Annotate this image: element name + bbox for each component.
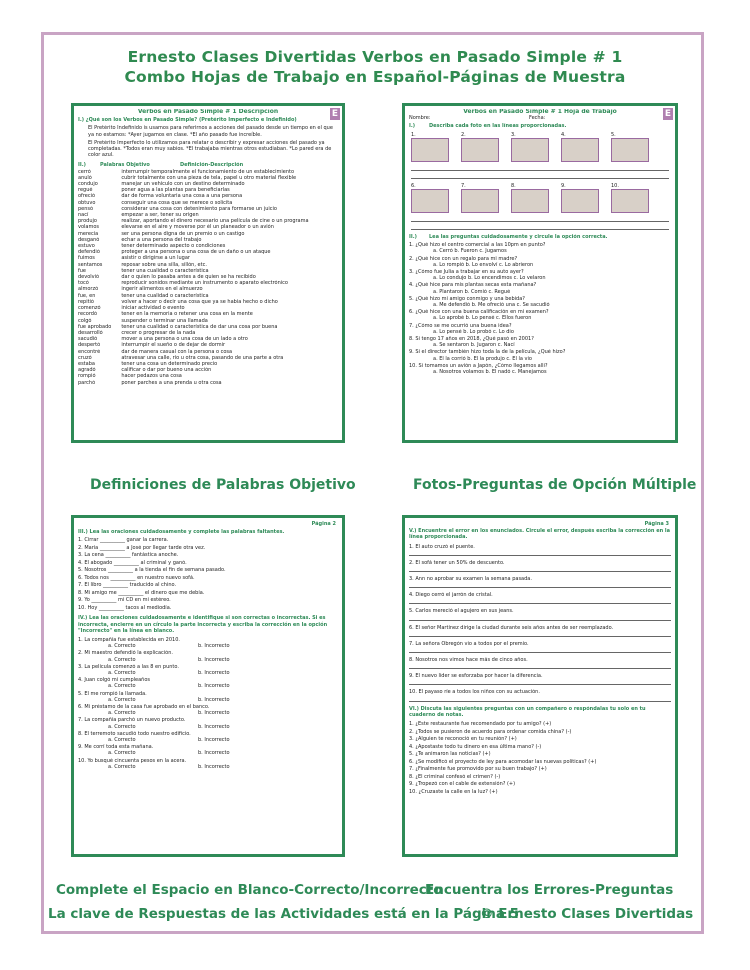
question: 10. Si tomamos un avión a Japón, ¿Cómo llegamos allí? <box>409 362 548 369</box>
photo-image <box>511 189 549 213</box>
photo-number: 1. <box>411 131 416 138</box>
definition: proteger a una persona o una cosa de un daño o un ataque <box>121 249 271 256</box>
options-row <box>78 683 338 689</box>
date-label: Fecha: <box>529 115 546 122</box>
definition: realizar, aportando el dinero necesario una película de cine o un programa <box>121 218 309 225</box>
answer-lines <box>411 217 669 230</box>
section-heading: I.) ¿Qué son los Verbos en Pasado Simple? (Pretérito Imperfecto e Indefinido) <box>78 117 297 124</box>
answer-line <box>409 631 671 637</box>
sheet-title: Verbos en Pasado Simple # 1 Descripción <box>137 109 279 115</box>
definition: interrumpir el sueño o de dejar de dormir <box>121 342 226 349</box>
target-word: estaba <box>78 360 95 367</box>
target-word: merecía <box>78 230 99 237</box>
page-number: Página 3 <box>644 521 669 527</box>
definition: atravesar una calle, río u otra cosa, pasando de una parte a otra <box>121 354 284 361</box>
photo-number: 2. <box>461 131 466 138</box>
fill-item: 4. El abogado __________ al criminal y ganó. <box>78 559 187 566</box>
question: 1. ¿Qué hizo el centro comercial a las 10pm en punto? <box>409 242 546 249</box>
photo-image <box>561 189 599 213</box>
target-word: fue <box>78 267 87 274</box>
answer-options: a. Lo aprobé b. Lo pensé c. Ellos fueron <box>433 315 532 322</box>
caption-fotos: Fotos-Preguntas de Opción Múltiple <box>413 477 697 493</box>
section-heading: III.) Lea las oraciones cuidadosamente y complete las palabras faltantes. <box>78 529 285 536</box>
definition: poner parches a una prenda u otra cosa <box>121 379 222 386</box>
definition: elevarse en el aire y moverse por él un planeador o un avión <box>121 224 274 231</box>
definition: volver a hacer o decir una cosa que ya se había hecho o dicho <box>121 298 278 305</box>
photo-cell <box>411 183 461 213</box>
section-heading: V.) Encuentre el error en los enunciados. Circule el error, después escriba la corrección en la línea proporcionada. <box>409 528 671 541</box>
error-sentence: 8. Nosotros nos vimos hace más de cinco años. <box>409 657 528 664</box>
photo-image <box>611 138 649 162</box>
option-incorrect: b. Incorrecto <box>198 710 230 717</box>
discussion-question: 10. ¿Cruzaste la calle en la luz? (+) <box>409 788 498 795</box>
photo-cell <box>611 132 661 162</box>
target-word: condujo <box>78 181 98 188</box>
options-row <box>78 710 338 716</box>
target-word: parchó <box>78 379 96 386</box>
statement: 5. Él me rompió la llamada. <box>78 690 147 697</box>
fill-item: 7. El libro __________ traducido al chino. <box>78 582 177 589</box>
target-word: obtuvo <box>78 199 96 206</box>
options-row <box>78 657 338 663</box>
definition: tener una cualidad o característica de dar una cosa por buena <box>121 323 278 330</box>
section-heading: Lea las preguntas cuidadosamente y circule la opción correcta. <box>429 234 608 241</box>
photo-image <box>511 138 549 162</box>
answer-line <box>409 550 671 556</box>
fill-item: 8. Mi amigo me __________ el dinero que me debía. <box>78 589 205 596</box>
options-row <box>78 697 338 703</box>
fill-item: 6. Todos nos __________ en nuestro nuevo sofá. <box>78 574 195 581</box>
discussion-question: 2. ¿Todos se pusieron de acuerdo para ordenar comida china? (-) <box>409 728 572 735</box>
photo-row <box>411 183 669 213</box>
question: 2. ¿Qué hice con un regalo para mi madre? <box>409 255 518 262</box>
option-incorrect: b. Incorrecto <box>198 737 230 744</box>
definition: conseguir una cosa que se merece o solicita <box>121 199 233 206</box>
question-list <box>409 242 671 375</box>
statement: 8. El terremoto sacudió todo nuestro edificio. <box>78 730 191 737</box>
footer-copyright: © Ernesto Clases Divertidas <box>480 906 694 922</box>
answer-options: a. Se sentaron b. Jugaron c. Nací <box>433 342 515 349</box>
target-word: fue, en <box>78 292 96 299</box>
target-word: almorzó <box>78 286 99 293</box>
footer-answer-key: La clave de Respuestas de las Actividades está en la Página 5 <box>48 906 520 922</box>
definition: interrumpir temporalmente el funcionamiento de un establecimiento <box>121 168 295 175</box>
option-correct: a. Correcto <box>108 643 136 650</box>
definition: dar o quien lo pasaba antes a de quien se ha recibido <box>121 274 256 281</box>
photo-number: 6. <box>411 182 416 189</box>
definition: tener una cosa un determinado precio <box>121 360 218 367</box>
discussion-question: 3. ¿Alguien te reconoció en tu reunión? (+) <box>409 736 517 743</box>
option-incorrect: b. Incorrecto <box>198 723 230 730</box>
section-number: I.) <box>409 123 416 130</box>
answer-line <box>409 582 671 588</box>
sheet-title: Verbos en Pasado Simple # 1 Hoja de Trabajo <box>463 109 617 115</box>
definition: tener determinado aspecto o condiciones <box>121 243 226 250</box>
answer-line <box>409 663 671 669</box>
error-sentence: 10. El payaso ríe a todos los niños con su actuación. <box>409 689 540 696</box>
discussion-question: 7. ¿Finalmente fue promovido por su buen trabajo? (+) <box>409 766 547 773</box>
answer-options: a. Lo rompió b. Lo envolví c. Lo abrieron <box>433 261 534 268</box>
statement: 2. Mi maestro defendió la explicación. <box>78 650 173 657</box>
target-word: tocó <box>78 280 89 287</box>
name-label: Nombre: <box>409 115 431 122</box>
answer-line <box>409 615 671 621</box>
target-word: cruzó <box>78 354 92 361</box>
definition: cubrir totalmente con una pieza de tela, papel u otro material flexible <box>121 174 297 181</box>
error-sentence: 2. El sofá tener un 50% de descuento. <box>409 559 505 566</box>
fill-item: 1. Cirrar __________ ganar la carrera. <box>78 537 169 544</box>
question: 7. ¿Cómo se me ocurrió una buena idea? <box>409 322 512 329</box>
target-word: volamos <box>78 224 100 231</box>
answer-lines <box>411 166 669 179</box>
definition: empezar a ser, tener su origen <box>121 212 199 219</box>
definition: calificar o dar por bueno una acción <box>121 367 212 374</box>
question: 6. ¿Qué hice con una buena calificación en mi examen? <box>409 309 549 316</box>
discussion-question: 9. ¿Tropezó con el cable de extensión? (+) <box>409 781 516 788</box>
target-word: despertó <box>78 342 101 349</box>
discussion-question: 5. ¿Te animaron las noticias? (+) <box>409 751 491 758</box>
photo-image <box>611 189 649 213</box>
photo-number: 5. <box>611 131 616 138</box>
option-incorrect: b. Incorrecto <box>198 643 230 650</box>
photo-number: 9. <box>561 182 566 189</box>
caption-encuentra: Encuentra los Errores-Preguntas <box>425 882 674 898</box>
target-word: agradó <box>78 367 96 374</box>
option-correct: a. Correcto <box>108 750 136 757</box>
error-sentence: 4. Diego cerró el jarrón de cristal. <box>409 592 493 599</box>
error-sentence: 1. El auto cruzó el puente. <box>409 543 475 550</box>
photo-image <box>461 189 499 213</box>
question: 4. ¿Qué hice para mis plantas secas esta mañana? <box>409 282 537 289</box>
definition: manejar un vehículo con un destino determinado <box>121 181 245 188</box>
statement: 7. La compañía parchó un nuevo producto. <box>78 717 186 724</box>
fill-list <box>78 537 338 612</box>
photo-cell <box>411 132 461 162</box>
sheet-pagina-2 <box>71 515 345 857</box>
fill-item: 5. Nosotros __________ a la tienda el fin de semana pasado. <box>78 567 226 574</box>
section-heading: IV.) Lea las oraciones cuidadosamente e identifique si son correctas o incorrectas. Si es incorrecta, encierre en un círculo la parte incorrecta y escriba la corrección en la opción "Incorrecto" en la línea en blanco. <box>78 615 328 634</box>
target-word: encontré <box>78 348 101 355</box>
fill-item: 3. La cena __________ fantástica anoche. <box>78 552 179 559</box>
answer-line <box>409 647 671 653</box>
photo-number: 10. <box>611 182 619 189</box>
definition: echar a una persona del trabajo <box>121 236 202 243</box>
options-row <box>78 724 338 730</box>
options-row <box>78 764 338 770</box>
paragraph: El Pretérito Imperfecto lo utilizamos para relatar o describir y expresar acciones del pasado ya completadas. *Todos eran muy sabios. *El trabajaba mientras otros estudiaban. *Lo pared era de color azul. <box>88 139 332 159</box>
definition: tener en la memoria o retener una cosa en la mente <box>121 311 253 318</box>
section-number: II.) <box>409 234 417 241</box>
discussion-list <box>409 721 671 796</box>
answer-options: a. Me defendió b. Me ofreció una c. Se sacudió <box>433 302 550 309</box>
target-word: sacudió <box>78 336 98 343</box>
column-header: Definición-Descripción <box>180 162 244 169</box>
definition: tener una cualidad o característica <box>121 292 209 299</box>
option-incorrect: b. Incorrecto <box>198 656 230 663</box>
error-sentence: 3. Ann no aprobar su examen la semana pasada. <box>409 576 532 583</box>
true-false-list <box>78 637 338 770</box>
definition-list <box>121 169 338 386</box>
definition: ser una persona digna de un premio o un castigo <box>121 230 245 237</box>
option-incorrect: b. Incorrecto <box>198 683 230 690</box>
definition: asistir o dirigirse a un lugar <box>121 255 190 262</box>
target-word: sentamos <box>78 261 103 268</box>
option-incorrect: b. Incorrecto <box>198 696 230 703</box>
discussion-question: 4. ¿Apostaste todo tu dinero en esa última mano? (-) <box>409 743 542 750</box>
page-title: Ernesto Clases Divertidas Verbos en Pasado Simple # 1 <box>127 48 623 66</box>
options-row <box>78 750 338 756</box>
answer-line <box>409 696 671 702</box>
target-word: pensó <box>78 205 94 212</box>
page-subtitle: Combo Hojas de Trabajo en Español-Páginas de Muestra <box>124 68 626 86</box>
target-word: devolvió <box>78 274 100 281</box>
discussion-question: 1. ¿Este restaurante fue recomendado por tu amigo? (+) <box>409 721 552 728</box>
option-correct: a. Correcto <box>108 656 136 663</box>
section-heading: II.) <box>78 162 86 169</box>
discussion-question: 6. ¿Se modificó el proyecto de ley para acomodar las nuevas políticas? (+) <box>409 758 597 765</box>
error-list <box>409 544 671 702</box>
sheet-descripcion <box>71 103 345 443</box>
photo-image <box>411 189 449 213</box>
error-sentence: 9. El nuevo líder se esforzaba por hacer la diferencia. <box>409 673 543 680</box>
photo-cell <box>511 183 561 213</box>
answer-options: a. Lo condujo b. Lo encendimos c. Lo velaron <box>433 275 546 282</box>
section-heading: Describa cada foto en las líneas proporcionadas. <box>429 123 567 130</box>
question: 5. ¿Qué hizo mi amigo conmigo y una bebida? <box>409 295 525 302</box>
photo-image <box>411 138 449 162</box>
photo-number: 4. <box>561 131 566 138</box>
fill-item: 9. Yo __________ mi CD en mi estéreo. <box>78 597 171 604</box>
target-word: nací <box>78 212 89 219</box>
definition: hacer pedazos una cosa <box>121 373 182 380</box>
answer-options: a. Él la corrió b. Él la produjo c. Él la vio <box>433 355 532 362</box>
definition: reposar sobre una silla, sillón, etc. <box>121 261 207 268</box>
logo-icon: E <box>664 109 672 119</box>
option-correct: a. Correcto <box>108 723 136 730</box>
option-correct: a. Correcto <box>108 683 136 690</box>
caption-definiciones: Definiciones de Palabras Objetivo <box>90 477 356 493</box>
sheet-pagina-3 <box>402 515 678 857</box>
page-number: Página 2 <box>311 521 336 527</box>
statement: 6. Mi préstamo de la casa fue aprobado en el banco. <box>78 704 210 711</box>
target-word: estuvo <box>78 243 95 250</box>
logo-icon: E <box>331 109 339 119</box>
target-word: fue aprobado <box>78 323 112 330</box>
photo-number: 8. <box>511 182 516 189</box>
definition: considerar una cosa con detenimiento para formarse un juicio <box>121 205 277 212</box>
photo-cell <box>461 132 511 162</box>
word-list <box>78 169 121 386</box>
definition: reproducir sonidos mediante un instrumento o aparato electrónico <box>121 280 288 287</box>
definition: dar de manera casual con la persona o cosa <box>121 348 233 355</box>
target-word: ofreció <box>78 193 96 200</box>
option-incorrect: b. Incorrecto <box>198 750 230 757</box>
definition: iniciar actividad o evento <box>121 305 185 312</box>
paragraph: El Pretérito Indefinido is usamos para referirnos a acciones del pasado desde un tiempo en el que ya no estamos: *Ayer jugamos en clase. *El año pasado fue increíble. <box>88 125 333 138</box>
target-word: recordó <box>78 311 98 318</box>
options-row <box>78 737 338 743</box>
error-sentence: 5. Carlos mereció el agujero en sus jeans. <box>409 608 514 615</box>
section-heading: VI.) Discuta las siguientes preguntas con un compañero o respóndalas tu solo en tu cuaderno de notas. <box>409 705 646 718</box>
target-word: colgó <box>78 317 92 324</box>
answer-options: a. Nosotros volamos b. Él nadó c. Manejamos <box>433 369 547 376</box>
error-sentence: 6. El señor Martínez dirige la ciudad durante seis años antes de ser reemplazado. <box>409 624 614 631</box>
photo-cell <box>461 183 511 213</box>
caption-complete: Complete el Espacio en Blanco-Correcto/Incorrecto <box>56 882 443 898</box>
photo-cell <box>561 132 611 162</box>
target-word: fuimos <box>78 255 95 262</box>
definition: tener una cualidad o característica <box>121 267 209 274</box>
option-correct: a. Correcto <box>108 670 136 677</box>
option-correct: a. Correcto <box>108 763 136 770</box>
question: 3. ¿Cómo fue Julia a trabajar en su auto ayer? <box>409 269 524 276</box>
statement: 1. La compañía fue establecida en 2010. <box>78 637 180 644</box>
statement: 9. Me corrí toda esta mañana. <box>78 744 154 751</box>
option-incorrect: b. Incorrecto <box>198 763 230 770</box>
photo-cell <box>511 132 561 162</box>
photo-cell <box>561 183 611 213</box>
target-word: rompió <box>78 373 96 380</box>
answer-options: a. Plantaron b. Comió c. Regué <box>433 288 511 295</box>
option-correct: a. Correcto <box>108 737 136 744</box>
photo-cell <box>611 183 661 213</box>
statement: 3. La película comenzó a las 8 en punto. <box>78 663 179 670</box>
target-word: cerró <box>78 168 91 175</box>
target-word: repitió <box>78 298 94 305</box>
definition: suspender o terminar una llamada <box>121 317 208 324</box>
definition: poner agua a las plantas para beneficiarlas <box>121 187 230 194</box>
photo-image <box>461 138 499 162</box>
photo-row <box>411 132 669 162</box>
photo-image <box>561 138 599 162</box>
definition: crecer o progresar de la nada <box>121 329 196 336</box>
definition: mover a una persona o una cosa de un lado a otro <box>121 336 248 343</box>
target-word: desganó <box>78 236 100 243</box>
option-incorrect: b. Incorrecto <box>198 670 230 677</box>
option-correct: a. Correcto <box>108 696 136 703</box>
statement: 4. Juan colgó mi cumpleaños <box>78 677 151 684</box>
statement: 10. Yo busqué cincuenta pesos en la acera. <box>78 757 187 764</box>
definition: dar de forma voluntaria una cosa a una persona <box>121 193 243 200</box>
fill-item: 10. Hoy __________ tacos al mediodía. <box>78 604 172 611</box>
options-row <box>78 643 338 649</box>
fill-item: 2. María __________ a José por llegar tarde otra vez. <box>78 544 206 551</box>
column-header: Palabras Objetivo <box>100 162 150 169</box>
question: 9. Si el director también hizo toda la de la película, ¿Qué hizo? <box>409 349 566 356</box>
answer-line <box>409 598 671 604</box>
target-word: comenzó <box>78 305 101 312</box>
target-word: produjo <box>78 218 97 225</box>
answer-line <box>409 679 671 685</box>
option-correct: a. Correcto <box>108 710 136 717</box>
target-word: regué <box>78 187 93 194</box>
error-sentence: 7. La señora Obregón vio a todos por el premio. <box>409 640 529 647</box>
target-word: defendió <box>78 249 100 256</box>
sheet-hoja-de-trabajo <box>402 103 678 443</box>
answer-options: a. Cerró b. Fueron c. Jugamos <box>433 248 507 255</box>
photo-number: 3. <box>511 131 516 138</box>
definition: ingerir alimentos en el almuerzo <box>121 286 203 293</box>
target-word: anuló <box>78 174 92 181</box>
answer-options: a. Lo pensé b. Lo probó c. Lo dio <box>433 328 514 335</box>
options-row <box>78 670 338 676</box>
target-word: desarrolló <box>78 329 103 336</box>
discussion-question: 8. ¿El criminal confesó el crimen? (-) <box>409 773 501 780</box>
answer-line <box>409 566 671 572</box>
question: 8. Si tengo 17 años en 2018, ¿Qué pasó en 2001? <box>409 336 534 343</box>
photo-number: 7. <box>461 182 466 189</box>
